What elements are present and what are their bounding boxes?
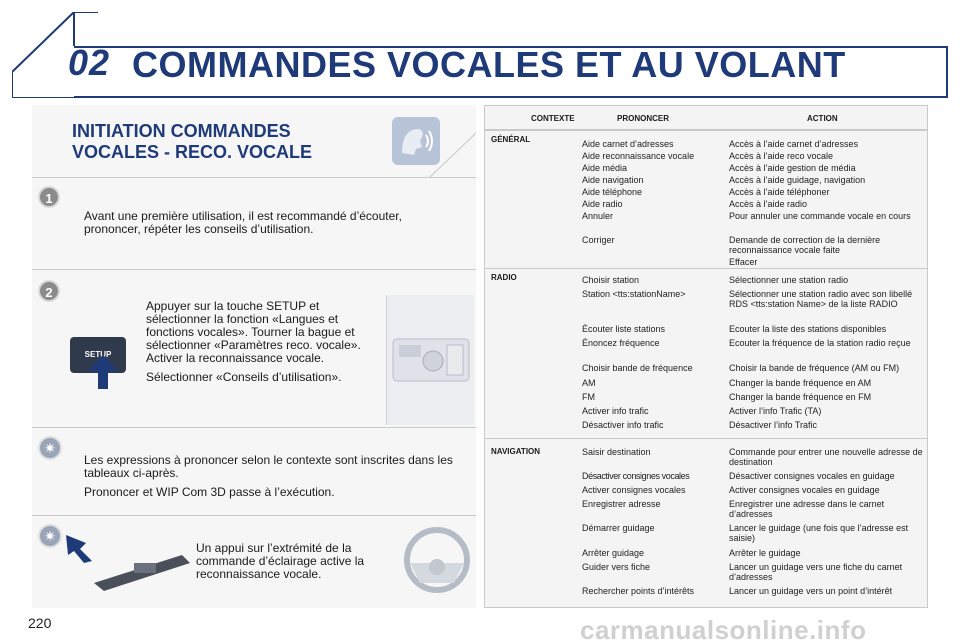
table-cell: Désactiver info trafic [582,420,664,430]
table-cell: Lancer un guidage vers une fiche du carnet d’adresses [729,562,903,582]
steering-wheel-illustration [402,525,472,595]
chapter-number: 02 [68,42,111,83]
page-number: 220 [28,615,52,631]
table-cell: Désactiver l’info Trafic [729,420,818,430]
step-2-badge: 2 [38,280,60,302]
watermark: carmanualsonline.info [580,615,867,640]
table-cell: AM [582,378,596,388]
table-cell: Arrêter guidage [582,548,645,558]
table-cell: Démarrer guidage [582,523,655,533]
table-cell: Changer la bande fréquence en FM [729,392,872,402]
table-cell: Lancer le guidage (une fois que l’adresse est saisie) [729,523,909,543]
table-cell: Saisir destination [582,447,651,457]
table-cell: Lancer un guidage vers un point d’intérêt [729,586,893,596]
group-radio [485,268,927,438]
table-cell: Effacer [729,257,758,267]
table-cell: Ecouter la liste des stations disponibles [729,324,887,334]
step-2-text-2: Sélectionner «Conseils d’utilisation». [146,370,342,384]
step-2-text-1: Appuyer sur la touche SETUP et sélectionner la fonction «Langues et fonctions vocales». Tourner la bague et sélectionner «Paramètres reco. vocale». Activer la reconnaissance vocale. [146,299,361,365]
table-cell: Changer la bande fréquence en AM [729,378,872,388]
table-cell: Annuler [582,211,614,221]
step-1-text: Avant une première utilisation, il est recommandé d’écouter, prononcer, répéter les conseils d’utilisation. [84,209,402,236]
table-cell: Accès à l’aide gestion de média [729,163,856,173]
group-navigation [485,438,927,607]
header-action: ACTION [807,114,838,123]
tip-1-text-1: Les expressions à prononcer selon le contexte sont inscrites dans les tableaux ci-après. [84,453,453,480]
tip-1-text [84,454,468,505]
table-cell: Enregistrer adresse [582,499,661,509]
table-cell: Guider vers fiche [582,562,651,572]
left-column [32,105,476,608]
table-cell: FM [582,392,595,402]
step-1-badge: 1 [38,186,60,208]
step-1-section [32,177,476,269]
table-cell: Aide carnet d’adresses [582,139,674,149]
context-radio: RADIO [491,273,517,282]
table-cell: Désactiver consignes vocales [582,471,690,481]
table-cell: Choisir la bande de fréquence (AM ou FM) [729,363,900,373]
table-cell: Accès à l’aide guidage, navigation [729,175,866,185]
tip-2-text: Un appui sur l’extrémité de la commande d’éclairage active la reconnaissance vocale. [196,541,365,581]
table-cell: Enregistrer une adresse dans le carnet d’adresses [729,499,885,519]
table-cell: Choisir station [582,275,640,285]
table-cell: Activer info trafic [582,406,649,416]
head-unit-illustration [386,295,474,425]
table-cell: Sélectionner une station radio avec son libellé RDS <tts:station Name> de la liste RADIO [729,289,913,309]
table-cell: Accès à l’aide radio [729,199,808,209]
table-cell: Activer consignes vocales en guidage [729,485,880,495]
table-cell: Rechercher points d’intérêts [582,586,695,596]
table-cell: Aide radio [582,199,623,209]
table-cell: Activer l’info Trafic (TA) [729,406,822,416]
header-pronounce: PRONONCER [617,114,670,123]
table-cell: Ecouter la fréquence de la station radio reçue [729,338,911,348]
table-cell: Pour annuler une commande vocale en cours [729,211,911,221]
section-title [72,121,312,163]
table-cell: Choisir bande de fréquence [582,363,693,373]
context-navigation: NAVIGATION [491,447,541,456]
table-cell: Énoncez fréquence [582,338,660,348]
table-cell: Désactiver consignes vocales en guidage [729,471,895,481]
table-cell: Activer consignes vocales [582,485,686,495]
section-title-line-2: VOCALES - RECO. VOCALE [72,142,313,162]
section-corner-decoration [416,105,476,177]
lighting-stalk-illustration [64,533,194,593]
table-cell: Demande de correction de la dernière reconnaissance vocale faite [729,235,881,255]
up-arrow-icon [88,355,118,389]
table-cell: Commande pour entrer une nouvelle adresse de destination [729,447,923,467]
table-cell: Accès à l’aide téléphoner [729,187,830,197]
tip-1-icon: ✷ [38,436,62,460]
table-cell: Accès à l’aide carnet d’adresses [729,139,859,149]
header-context: CONTEXTE [531,114,575,123]
table-cell: Aide média [582,163,628,173]
table-cell: Aide reconnaissance vocale [582,151,695,161]
table-cell: Écouter liste stations [582,324,666,334]
setup-button-illustration: SETUP [70,337,126,373]
table-cell: Aide navigation [582,175,644,185]
table-cell: Aide téléphone [582,187,643,197]
voice-commands-table [484,105,928,608]
tip-1-section [32,427,476,515]
table-cell: Station <tts:stationName> [582,289,686,299]
chapter-title: COMMANDES VOCALES ET AU VOLANT [132,44,846,85]
table-header [485,106,927,130]
step-2-instructions [146,300,382,390]
tip-2-icon: ✷ [38,524,62,548]
context-general: GÉNÉRAL [491,135,531,144]
table-cell: Corriger [582,235,615,245]
tip-1-text-2: Prononcer et WIP Com 3D passe à l’exécution. [84,485,335,499]
table-cell: Arrêter le guidage [729,548,801,558]
table-cell: Accès à l’aide reco vocale [729,151,834,161]
table-cell: Sélectionner une station radio [729,275,849,285]
section-title-block [32,105,476,177]
section-title-line-1: INITIATION COMMANDES [72,121,291,141]
group-general [485,130,927,268]
